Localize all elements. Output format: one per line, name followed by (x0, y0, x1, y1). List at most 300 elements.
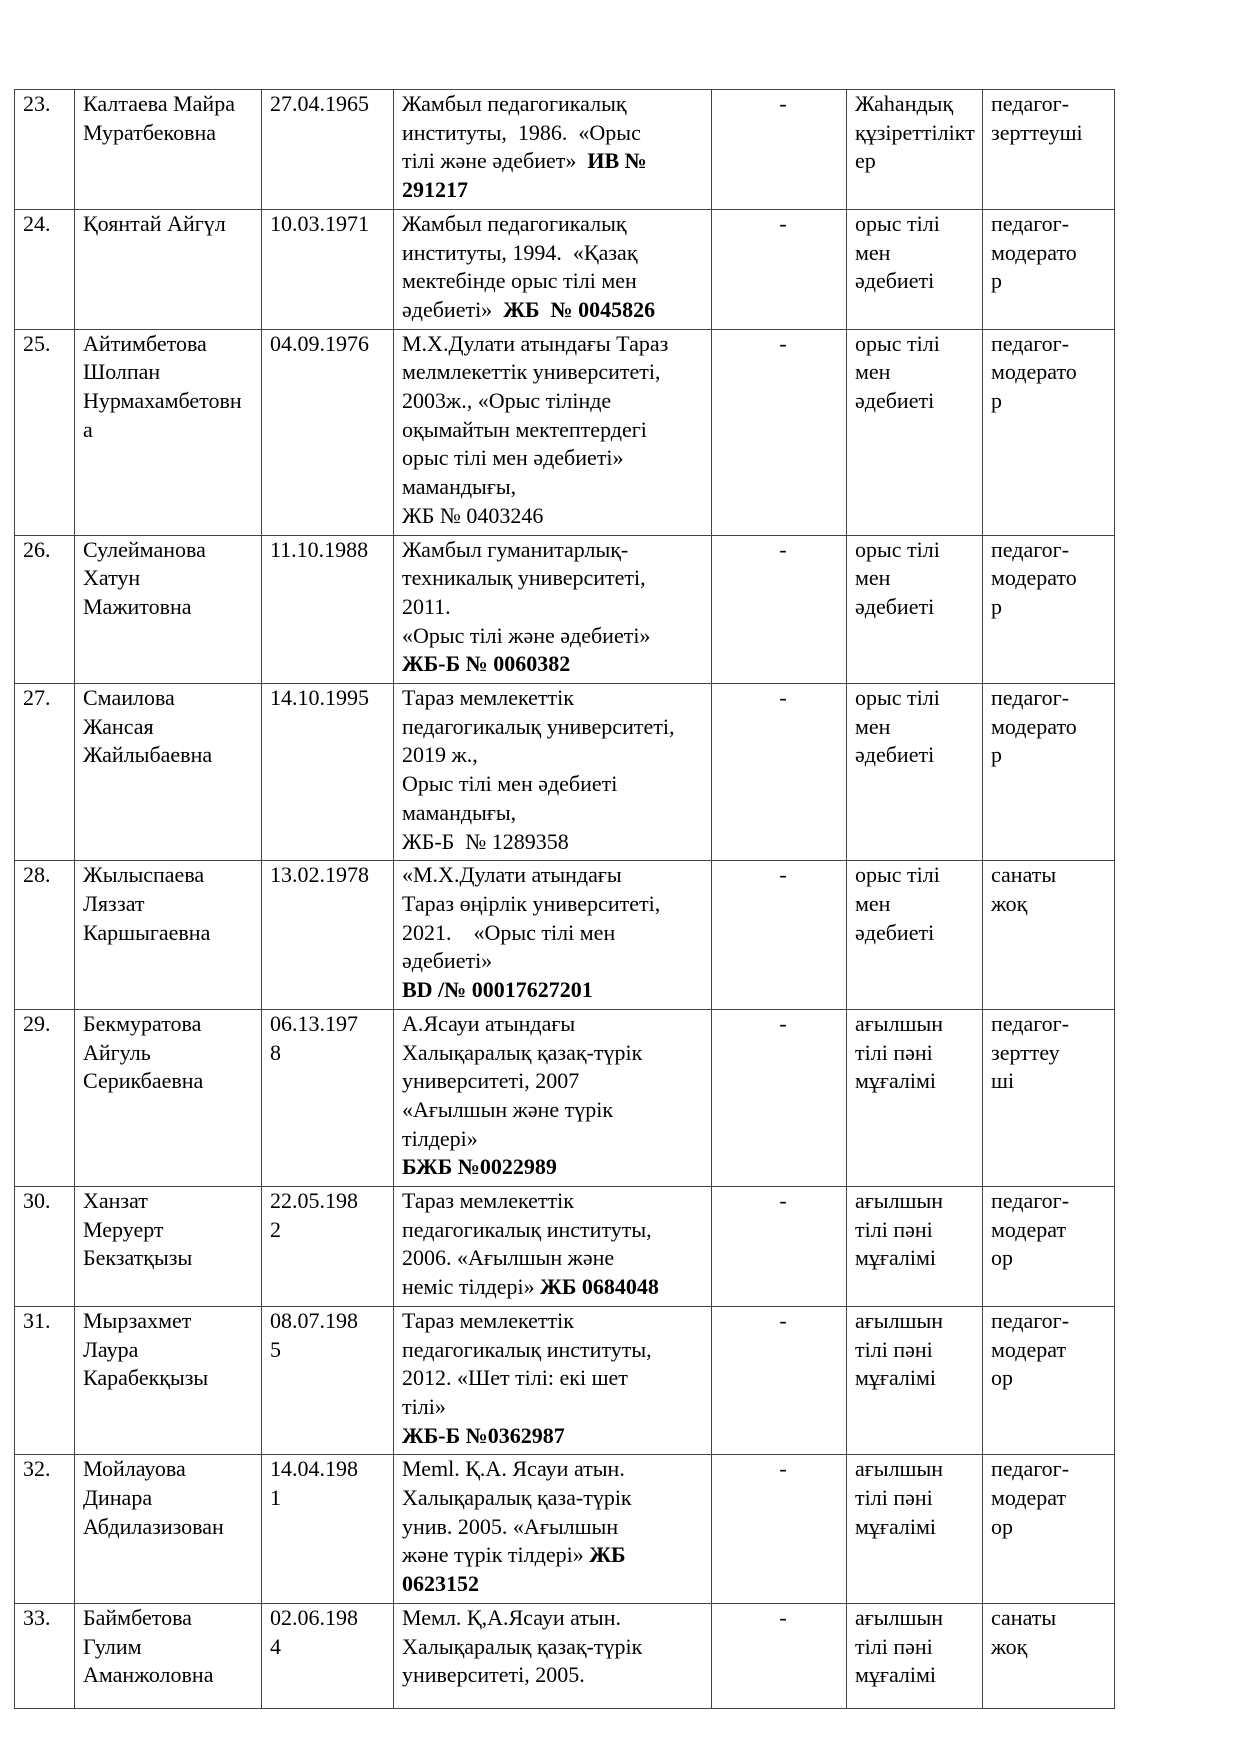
category-line: ор (991, 1513, 1013, 1539)
dash-cell (712, 329, 847, 535)
category-line: педагог- (991, 1456, 1070, 1482)
education-line (402, 1484, 711, 1513)
education-line (402, 622, 711, 651)
education-cell (394, 1306, 712, 1455)
category-cell (983, 1187, 1115, 1307)
row-number-cell (15, 535, 75, 684)
name-line: Жылыспаева (83, 862, 205, 888)
education-text: және түрік тілдері» (402, 1542, 590, 1568)
birthdate-cell (262, 1009, 394, 1186)
birthdate-cell (262, 861, 394, 1010)
subject-cell (847, 861, 983, 1010)
birthdate-line: 04.09.1976 (270, 330, 369, 356)
dash-cell (712, 1306, 847, 1455)
education-text: «Ағылшын және түрік (402, 1096, 614, 1122)
category-line: модерато (991, 239, 1077, 265)
subject-line: тілі пәні (855, 1216, 933, 1242)
education-text: орыс тілі мен әдебиеті» (402, 445, 624, 471)
name-line: Айтимбетова (83, 330, 207, 356)
education-line (402, 1273, 711, 1302)
category-line: р (991, 742, 1002, 768)
dash-cell (712, 1009, 847, 1186)
education-text: Халықаралық қаза-түрік (402, 1485, 632, 1511)
education-text: Орыс тілі мен әдебиеті (402, 771, 618, 797)
subject-line: мұғалімі (855, 1513, 937, 1539)
row-number: 29. (23, 1010, 51, 1036)
education-line (402, 1393, 711, 1422)
row-number: 30. (23, 1188, 51, 1214)
education-line (402, 1125, 711, 1154)
staff-table (14, 89, 1115, 1709)
education-text: Жамбыл педагогикалық (402, 210, 627, 236)
category-line: р (991, 388, 1002, 414)
education-line (402, 1039, 711, 1068)
category-cell (983, 684, 1115, 861)
name-line: Бекмуратова (83, 1010, 202, 1036)
row-number: 31. (23, 1307, 51, 1333)
row-number: 25. (23, 330, 51, 356)
subject-line: мен (855, 565, 891, 591)
subject-line: мұғалімі (855, 1365, 937, 1391)
education-cell (394, 209, 712, 329)
subject-line: құзіреттілікт (855, 119, 975, 145)
birthdate-cell (262, 1187, 394, 1307)
category-cell (983, 329, 1115, 535)
name-line: Меруерт (83, 1216, 164, 1242)
subject-line: мен (855, 239, 891, 265)
category-cell (983, 209, 1115, 329)
dash-cell (712, 209, 847, 329)
education-text: әдебиеті» (402, 948, 493, 974)
category-line: модерат (991, 1216, 1067, 1242)
category-line: санаты (991, 862, 1057, 888)
row-number: 26. (23, 536, 51, 562)
name-line: а (83, 416, 93, 442)
subject-line: орыс тілі (855, 685, 940, 711)
row-number: 32. (23, 1456, 51, 1482)
education-text: институты, 1986. «Орыс (402, 119, 641, 145)
education-line (402, 650, 711, 679)
education-cell (394, 535, 712, 684)
diploma-number: БЖБ №0022989 (402, 1154, 557, 1180)
birthdate-line: 11.10.1988 (270, 536, 369, 562)
education-text: неміс тілдері» (402, 1274, 541, 1300)
subject-line: орыс тілі (855, 210, 940, 236)
education-line (402, 828, 711, 857)
subject-cell (847, 90, 983, 210)
subject-line: әдебиеті (855, 268, 935, 294)
education-line (402, 1422, 711, 1451)
subject-line: орыс тілі (855, 330, 940, 356)
name-cell (75, 684, 262, 861)
diploma-number: ЖБ-Б №0362987 (402, 1422, 565, 1448)
education-text: педагогикалық институты, (402, 1336, 652, 1362)
row-number-cell (15, 209, 75, 329)
birthdate-line: 4 (270, 1633, 281, 1659)
name-line: Жайлыбаевна (83, 742, 213, 768)
table-row (15, 1187, 1115, 1307)
education-line (402, 473, 711, 502)
education-text: мектебінде орыс тілі мен (402, 268, 637, 294)
name-line: Баймбетова (83, 1604, 192, 1630)
subject-line: ағылшын (855, 1010, 944, 1036)
table-body (15, 90, 1115, 1709)
category-line: жоқ (991, 890, 1028, 916)
education-line (402, 1513, 711, 1542)
row-number-cell (15, 329, 75, 535)
birthdate-line: 06.13.197 (270, 1010, 358, 1036)
education-line (402, 1604, 711, 1633)
education-text: Мемл. Қ,А.Ясауи атын. (402, 1604, 621, 1630)
education-line (402, 1067, 711, 1096)
category-line: педагог- (991, 330, 1070, 356)
education-text: ЖБ-Б № 1289358 (402, 828, 569, 854)
subject-line: орыс тілі (855, 536, 940, 562)
category-cell (983, 1603, 1115, 1708)
education-text: техникалық университеті, (402, 565, 646, 591)
category-cell (983, 861, 1115, 1010)
table-row (15, 684, 1115, 861)
table-row (15, 1306, 1115, 1455)
category-line: ор (991, 1365, 1013, 1391)
subject-line: ер (855, 148, 876, 174)
row-number-cell (15, 1603, 75, 1708)
table-row (15, 1455, 1115, 1604)
diploma-number: BD /№ 00017627201 (402, 977, 593, 1003)
table-row (15, 861, 1115, 1010)
education-text: М.Х.Дулати атындағы Тараз (402, 330, 669, 356)
name-line: Мажитовна (83, 593, 192, 619)
diploma-number: ИВ № (587, 148, 647, 174)
category-line: модерат (991, 1336, 1067, 1362)
name-line: Хатун (83, 565, 141, 591)
education-text: тілі» (402, 1393, 446, 1419)
education-line (402, 1216, 711, 1245)
education-text: университеті, 2007 (402, 1068, 580, 1094)
name-cell (75, 90, 262, 210)
name-cell (75, 329, 262, 535)
education-line (402, 239, 711, 268)
education-cell (394, 1603, 712, 1708)
education-line (402, 147, 711, 176)
row-number-cell (15, 1455, 75, 1604)
row-number: 23. (23, 91, 51, 116)
dash-mark: - (779, 1604, 787, 1630)
diploma-number: ЖБ-Б № 0060382 (402, 651, 571, 677)
birthdate-line: 10.03.1971 (270, 210, 369, 236)
subject-line: ағылшын (855, 1188, 944, 1214)
education-text: Меml. Қ.А. Ясауи атын. (402, 1456, 625, 1482)
education-line (402, 947, 711, 976)
subject-line: тілі пәні (855, 1633, 933, 1659)
education-cell (394, 1455, 712, 1604)
education-line (402, 330, 711, 359)
education-text: педагогикалық университеті, (402, 713, 675, 739)
name-line: Муратбековна (83, 119, 216, 145)
row-number: 33. (23, 1604, 51, 1630)
name-cell (75, 1306, 262, 1455)
education-cell (394, 861, 712, 1010)
education-text: Тараз мемлекеттік (402, 1307, 574, 1333)
education-line (402, 1633, 711, 1662)
name-line: Жансая (83, 713, 154, 739)
subject-cell (847, 209, 983, 329)
dash-mark: - (779, 1456, 787, 1482)
education-line (402, 713, 711, 742)
category-line: жоқ (991, 1633, 1028, 1659)
education-line (402, 1244, 711, 1273)
education-line (402, 536, 711, 565)
category-line: педагог- (991, 1188, 1070, 1214)
education-line (402, 1336, 711, 1365)
category-line: педагог- (991, 91, 1070, 116)
education-line (402, 210, 711, 239)
category-cell (983, 90, 1115, 210)
education-text: 2012. «Шет тілі: екі шет (402, 1365, 628, 1391)
subject-line: тілі пәні (855, 1336, 933, 1362)
dash-cell (712, 1187, 847, 1307)
education-text: мелмлекеттік университеті, (402, 359, 661, 385)
name-cell (75, 1603, 262, 1708)
education-line (402, 296, 711, 325)
education-text: әдебиеті» (402, 296, 504, 322)
name-line: Каршыгаевна (83, 919, 211, 945)
education-line (402, 416, 711, 445)
subject-line: Жаһандық (855, 91, 954, 116)
education-text: ЖБ № 0403246 (402, 502, 544, 528)
education-line (402, 1541, 711, 1570)
name-line: Серикбаевна (83, 1068, 204, 1094)
category-line: модерато (991, 359, 1077, 385)
dash-mark: - (779, 862, 787, 888)
education-line (402, 1010, 711, 1039)
dash-cell (712, 1455, 847, 1604)
education-line (402, 1661, 711, 1690)
education-text: Жамбыл гуманитарлық- (402, 536, 629, 562)
category-cell (983, 1009, 1115, 1186)
birthdate-line: 14.04.198 (270, 1456, 358, 1482)
name-cell (75, 861, 262, 1010)
category-line: педагог- (991, 1010, 1070, 1036)
education-text: оқымайтын мектептердегі (402, 416, 647, 442)
birthdate-line: 22.05.198 (270, 1188, 358, 1214)
birthdate-line: 8 (270, 1039, 281, 1065)
education-cell (394, 90, 712, 210)
name-line: Аманжоловна (83, 1662, 214, 1688)
education-text: 2019 ж., (402, 742, 478, 768)
birthdate-line: 1 (270, 1485, 281, 1511)
table-row (15, 209, 1115, 329)
education-line (402, 799, 711, 828)
category-line: педагог- (991, 210, 1070, 236)
education-text: тілдері» (402, 1125, 478, 1151)
subject-cell (847, 329, 983, 535)
education-line (402, 119, 711, 148)
subject-line: ағылшын (855, 1604, 944, 1630)
name-line: Сулейманова (83, 536, 206, 562)
birthdate-line: 13.02.1978 (270, 862, 369, 888)
education-text: педагогикалық институты, (402, 1216, 652, 1242)
name-line: Бекзатқызы (83, 1245, 193, 1271)
education-line (402, 919, 711, 948)
education-line (402, 976, 711, 1005)
subject-line: әдебиеті (855, 388, 935, 414)
education-line (402, 90, 711, 119)
education-line (402, 1307, 711, 1336)
education-line (402, 267, 711, 296)
row-number-cell (15, 1306, 75, 1455)
dash-mark: - (779, 210, 787, 236)
education-text: тілі және әдебиет» (402, 148, 588, 174)
education-text: Халықаралық қазақ-түрік (402, 1039, 643, 1065)
dash-cell (712, 684, 847, 861)
education-line (402, 1096, 711, 1125)
birthdate-line: 27.04.1965 (270, 91, 369, 116)
table-row (15, 535, 1115, 684)
table-row (15, 1603, 1115, 1708)
birthdate-line: 5 (270, 1336, 281, 1362)
education-line (402, 861, 711, 890)
education-line (402, 684, 711, 713)
education-line (402, 387, 711, 416)
category-line: р (991, 268, 1002, 294)
name-line: Мырзахмет (83, 1307, 192, 1333)
row-number-cell (15, 1009, 75, 1186)
category-line: зерттеу (991, 1039, 1060, 1065)
subject-line: мен (855, 359, 891, 385)
name-line: Ханзат (83, 1188, 148, 1214)
subject-cell (847, 1009, 983, 1186)
education-line (402, 770, 711, 799)
education-cell (394, 1009, 712, 1186)
category-line: ор (991, 1245, 1013, 1271)
name-cell (75, 1009, 262, 1186)
category-line: р (991, 593, 1002, 619)
education-line (402, 358, 711, 387)
dash-cell (712, 861, 847, 1010)
education-line (402, 741, 711, 770)
subject-line: мұғалімі (855, 1245, 937, 1271)
category-line: ші (991, 1068, 1015, 1094)
category-line: санаты (991, 1604, 1057, 1630)
subject-line: мен (855, 890, 891, 916)
birthdate-line: 08.07.198 (270, 1307, 358, 1333)
subject-line: орыс тілі (855, 862, 940, 888)
education-text: Тараз мемлекеттік (402, 1188, 574, 1214)
subject-line: әдебиеті (855, 742, 935, 768)
subject-cell (847, 684, 983, 861)
birthdate-cell (262, 535, 394, 684)
row-number-cell (15, 1187, 75, 1307)
table-row (15, 329, 1115, 535)
subject-line: мұғалімі (855, 1068, 937, 1094)
birthdate-line: 02.06.198 (270, 1604, 358, 1630)
education-text: 2021. «Орыс тілі мен (402, 919, 616, 945)
name-line: Смаилова (83, 685, 175, 711)
diploma-number: 291217 (402, 177, 468, 203)
education-text: институты, 1994. «Қазақ (402, 239, 638, 265)
education-text: 2003ж., «Орыс тілінде (402, 388, 612, 414)
education-text: Тараз мемлекеттік (402, 685, 574, 711)
dash-mark: - (779, 685, 787, 711)
education-line (402, 444, 711, 473)
row-number-cell (15, 684, 75, 861)
diploma-number: 0623152 (402, 1571, 479, 1597)
dash-mark: - (779, 1010, 787, 1036)
education-text: Тараз өңірлік университеті, (402, 890, 661, 916)
subject-line: ағылшын (855, 1456, 944, 1482)
education-text: университеті, 2005. (402, 1662, 585, 1688)
name-line: Карабекқызы (83, 1365, 209, 1391)
name-line: Гулим (83, 1633, 142, 1659)
education-line (402, 1187, 711, 1216)
name-line: Абдилазизован (83, 1513, 224, 1539)
row-number-cell (15, 861, 75, 1010)
dash-cell (712, 1603, 847, 1708)
name-line: Шолпан (83, 359, 161, 385)
table-row (15, 90, 1115, 210)
subject-line: әдебиеті (855, 593, 935, 619)
education-cell (394, 1187, 712, 1307)
subject-cell (847, 1306, 983, 1455)
subject-line: тілі пәні (855, 1485, 933, 1511)
dash-cell (712, 90, 847, 210)
education-line (402, 1364, 711, 1393)
row-number: 27. (23, 685, 51, 711)
education-cell (394, 684, 712, 861)
birthdate-cell (262, 329, 394, 535)
category-line: педагог- (991, 1307, 1070, 1333)
name-line: Нурмахамбетовн (83, 388, 242, 414)
education-line (402, 1570, 711, 1599)
row-number: 24. (23, 210, 51, 236)
dash-mark: - (779, 1307, 787, 1333)
dash-cell (712, 535, 847, 684)
education-line (402, 176, 711, 205)
education-text: Жамбыл педагогикалық (402, 91, 627, 116)
category-cell (983, 1306, 1115, 1455)
education-text: мамандығы, (402, 799, 517, 825)
dash-mark: - (779, 91, 787, 116)
subject-line: мұғалімі (855, 1662, 937, 1688)
category-line: педагог- (991, 536, 1070, 562)
education-line (402, 593, 711, 622)
education-cell (394, 329, 712, 535)
subject-line: әдебиеті (855, 919, 935, 945)
table-row (15, 1009, 1115, 1186)
birthdate-cell (262, 209, 394, 329)
category-cell (983, 535, 1115, 684)
education-line (402, 1455, 711, 1484)
category-cell (983, 1455, 1115, 1604)
category-line: модерато (991, 713, 1077, 739)
category-line: педагог- (991, 685, 1070, 711)
dash-mark: - (779, 1188, 787, 1214)
birthdate-line: 2 (270, 1216, 281, 1242)
name-cell (75, 1187, 262, 1307)
subject-line: ағылшын (855, 1307, 944, 1333)
education-line (402, 564, 711, 593)
subject-cell (847, 1603, 983, 1708)
birthdate-cell (262, 1603, 394, 1708)
dash-mark: - (779, 330, 787, 356)
education-text: «М.Х.Дулати атындағы (402, 862, 622, 888)
education-text: унив. 2005. «Ағылшын (402, 1513, 619, 1539)
subject-cell (847, 1455, 983, 1604)
education-text: «Орыс тілі және әдебиеті» (402, 622, 651, 648)
diploma-number: ЖБ 0684048 (540, 1274, 659, 1300)
row-number-cell (15, 90, 75, 210)
